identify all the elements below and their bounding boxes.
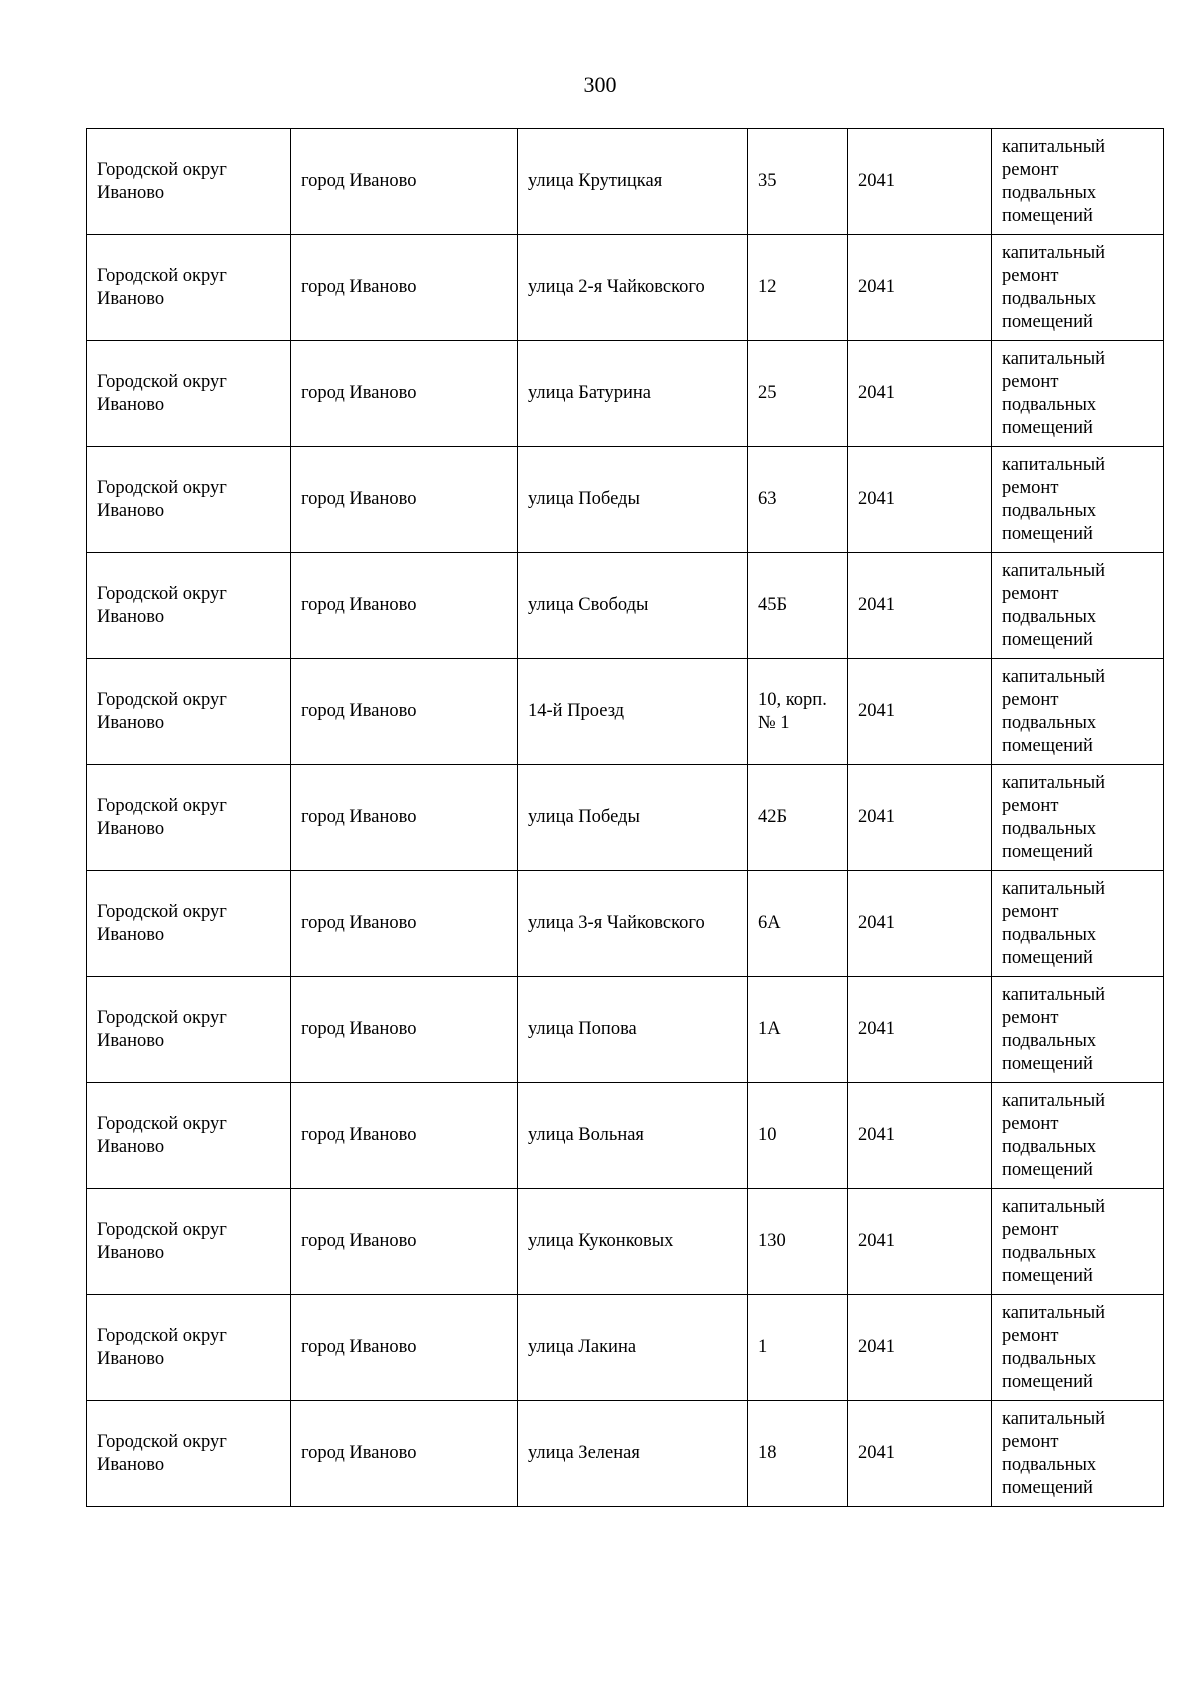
table-row: [87, 447, 1164, 553]
municipality-cell: Городской округ Иваново: [87, 553, 291, 659]
house-number-cell: 42Б: [748, 765, 848, 871]
house-number-cell: 18: [748, 1401, 848, 1507]
work-type-cell: капитальный ремонт подвальных помещений: [992, 1083, 1164, 1189]
table-row: [87, 341, 1164, 447]
work-type-cell: капитальный ремонт подвальных помещений: [992, 871, 1164, 977]
settlement-cell: город Иваново: [291, 1083, 518, 1189]
house-number-cell: 63: [748, 447, 848, 553]
house-number-cell: 130: [748, 1189, 848, 1295]
table-body: [87, 129, 1164, 1507]
municipality-cell: Городской округ Иваново: [87, 659, 291, 765]
work-type-cell: капитальный ремонт подвальных помещений: [992, 1189, 1164, 1295]
street-cell: улица Попова: [518, 977, 748, 1083]
work-type-cell: капитальный ремонт подвальных помещений: [992, 553, 1164, 659]
house-number-cell: 35: [748, 129, 848, 235]
municipality-cell: Городской округ Иваново: [87, 1083, 291, 1189]
municipality-cell: Городской округ Иваново: [87, 765, 291, 871]
municipality-cell: Городской округ Иваново: [87, 129, 291, 235]
settlement-cell: город Иваново: [291, 659, 518, 765]
work-type-cell: капитальный ремонт подвальных помещений: [992, 1295, 1164, 1401]
municipality-cell: Городской округ Иваново: [87, 1401, 291, 1507]
settlement-cell: город Иваново: [291, 341, 518, 447]
table-row: [87, 129, 1164, 235]
street-cell: улица 3-я Чайковского: [518, 871, 748, 977]
year-cell: 2041: [848, 1401, 992, 1507]
settlement-cell: город Иваново: [291, 977, 518, 1083]
year-cell: 2041: [848, 765, 992, 871]
street-cell: улица Крутицкая: [518, 129, 748, 235]
street-cell: улица Свободы: [518, 553, 748, 659]
street-cell: улица Батурина: [518, 341, 748, 447]
street-cell: улица 2-я Чайковского: [518, 235, 748, 341]
municipality-cell: Городской округ Иваново: [87, 871, 291, 977]
house-number-cell: 1А: [748, 977, 848, 1083]
work-type-cell: капитальный ремонт подвальных помещений: [992, 447, 1164, 553]
page-number: 300: [583, 72, 617, 97]
year-cell: 2041: [848, 1189, 992, 1295]
work-type-cell: капитальный ремонт подвальных помещений: [992, 1401, 1164, 1507]
street-cell: улица Зеленая: [518, 1401, 748, 1507]
table-row: [87, 1401, 1164, 1507]
year-cell: 2041: [848, 341, 992, 447]
year-cell: 2041: [848, 1295, 992, 1401]
table-row: [87, 871, 1164, 977]
year-cell: 2041: [848, 129, 992, 235]
table-row: [87, 1295, 1164, 1401]
municipality-cell: Городской округ Иваново: [87, 1189, 291, 1295]
house-number-cell: 45Б: [748, 553, 848, 659]
year-cell: 2041: [848, 447, 992, 553]
settlement-cell: город Иваново: [291, 235, 518, 341]
municipality-cell: Городской округ Иваново: [87, 1295, 291, 1401]
table-row: [87, 765, 1164, 871]
municipality-cell: Городской округ Иваново: [87, 977, 291, 1083]
house-number-cell: 1: [748, 1295, 848, 1401]
table-row: [87, 1083, 1164, 1189]
table-row: [87, 553, 1164, 659]
year-cell: 2041: [848, 659, 992, 765]
settlement-cell: город Иваново: [291, 447, 518, 553]
house-number-cell: 10, корп. № 1: [748, 659, 848, 765]
table-row: [87, 235, 1164, 341]
work-type-cell: капитальный ремонт подвальных помещений: [992, 659, 1164, 765]
settlement-cell: город Иваново: [291, 553, 518, 659]
house-number-cell: 10: [748, 1083, 848, 1189]
year-cell: 2041: [848, 871, 992, 977]
house-number-cell: 12: [748, 235, 848, 341]
house-number-cell: 25: [748, 341, 848, 447]
municipality-cell: Городской округ Иваново: [87, 341, 291, 447]
settlement-cell: город Иваново: [291, 1295, 518, 1401]
municipality-cell: Городской округ Иваново: [87, 447, 291, 553]
table-row: [87, 659, 1164, 765]
work-type-cell: капитальный ремонт подвальных помещений: [992, 235, 1164, 341]
street-cell: улица Победы: [518, 447, 748, 553]
street-cell: улица Лакина: [518, 1295, 748, 1401]
settlement-cell: город Иваново: [291, 871, 518, 977]
settlement-cell: город Иваново: [291, 1189, 518, 1295]
street-cell: 14-й Проезд: [518, 659, 748, 765]
table-row: [87, 1189, 1164, 1295]
settlement-cell: город Иваново: [291, 1401, 518, 1507]
works-table: [86, 128, 1164, 1507]
settlement-cell: город Иваново: [291, 129, 518, 235]
work-type-cell: капитальный ремонт подвальных помещений: [992, 341, 1164, 447]
work-type-cell: капитальный ремонт подвальных помещений: [992, 765, 1164, 871]
municipality-cell: Городской округ Иваново: [87, 235, 291, 341]
year-cell: 2041: [848, 235, 992, 341]
street-cell: улица Победы: [518, 765, 748, 871]
year-cell: 2041: [848, 553, 992, 659]
street-cell: улица Вольная: [518, 1083, 748, 1189]
settlement-cell: город Иваново: [291, 765, 518, 871]
street-cell: улица Куконковых: [518, 1189, 748, 1295]
work-type-cell: капитальный ремонт подвальных помещений: [992, 129, 1164, 235]
table-row: [87, 977, 1164, 1083]
year-cell: 2041: [848, 977, 992, 1083]
work-type-cell: капитальный ремонт подвальных помещений: [992, 977, 1164, 1083]
house-number-cell: 6А: [748, 871, 848, 977]
year-cell: 2041: [848, 1083, 992, 1189]
